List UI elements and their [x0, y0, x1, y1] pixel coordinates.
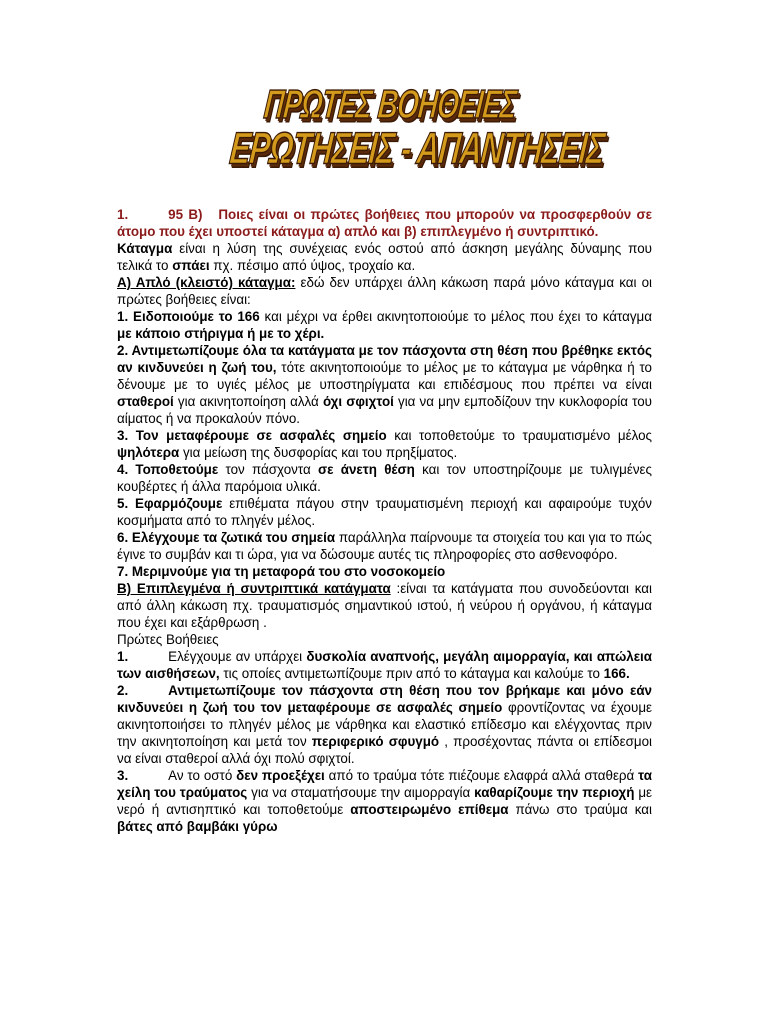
complex-step-3: 3. Αν το οστό δεν προεξέχει από το τραύμα τότε πιέζουμε ελαφρά αλλά σταθερά τα χείλη του τραύματος για να σταματήσουμε την αιμορραγία καθαρίζουμε την περιοχή με νερό ή αντισηπτικό και τοποθετούμε αποστειρωμένο επίθεμα πάνω στο τραύμα και βάτες από βαμβάκι γύρω	[117, 768, 653, 834]
definition-paragraph: Κάταγμα είναι η λύση της συνέχειας ενός οστού από άσκηση μεγάλης δύναμης που τελικά το σπάει πχ. πέσιμο από ύψος, τροχαίο κα.	[117, 241, 652, 273]
wordart-title	[227, 78, 607, 188]
simple-step-6: 6. Ελέγχουμε τα ζωτικά του σημεία παράλληλα παίρνουμε τα στοιχεία του και για το πώς έγινε το συμβάν και τι ώρα, για να δώσουμε αυτές τις πληροφορίες στο ασθενοφόρο.	[117, 530, 652, 562]
question-paragraph	[117, 206, 652, 240]
simple-step-3: 3. Τον μεταφέρουμε σε ασφαλές σημείο και τοποθετούμε το τραυματισμένο μέλος ψηλότερα για μείωση της δυσφορίας και του πρηξίματος.	[117, 428, 652, 460]
simple-step-1: 1. Ειδοποιούμε το 166 και μέχρι να έρθει ακινητοποιούμε το μέλος που έχει το κάταγμα με κάποιο στήριγμα ή με το χέρι.	[117, 309, 652, 341]
simple-fracture-intro: Α) Απλό (κλειστό) κάταγμα: εδώ δεν υπάρχει άλλη κάκωση παρά μόνο κάταγμα και οι πρώτες βοήθειες είναι:	[117, 275, 652, 307]
simple-step-2: 2. Αντιμετωπίζουμε όλα τα κατάγματα με τον πάσχοντα στη θέση που βρέθηκε εκτός αν κινδυνεύει η ζωή του, τότε ακινητοποιούμε το μέλος με το κάταγμα με νάρθηκα ή το δένουμε με το υγιές μέλος με υποστηρίγματα και επιδέσμους που πρέπει να είναι σταθεροί για ακινητοποίηση αλλά όχι σφιχτοί για να μην εμποδίζουν την κυκλοφορία του αίματος ή να προκαλούν πόνο.	[117, 343, 652, 426]
definition-term: Κάταγμα	[117, 241, 173, 256]
complex-step-1: 1. Ελέγχουμε αν υπάρχει δυσκολία αναπνοής, μεγάλη αιμορραγία, και απώλεια των αισθήσεων, τις οποίες αντιμετωπίζουμε πριν από το κάταγμα και καλούμε το 166.	[117, 649, 653, 681]
simple-step-4: 4. Τοποθετούμε τον πάσχοντα σε άνετη θέση και τον υποστηρίζουμε με τυλιγμένες κουβέρτες ή άλλα παρόμοια υλικά.	[117, 462, 652, 494]
question-number: 1.	[117, 207, 129, 222]
complex-step-2: 2. Αντιμετωπίζουμε τον πάσχοντα στη θέση που τον βρήκαμε και μόνο εάν κινδυνεύει η ζωή του τον μεταφέρουμε σε ασφαλές σημείο φροντίζοντας να έχουμε ακινητοποιήσει το πληγέν μέλος με νάρθηκα και ελαστικό επίδεσμο και ελέγχοντας πριν την ακινητοποίηση και μετά τον περιφερικό σφυγμό , προσέχοντας πάντα οι επίδεσμοι να είναι σταθεροί αλλά όχι πολύ σφιχτοί.	[117, 683, 653, 766]
question-text: Ποιες είναι οι πρώτες βοήθειες που μπορούν να προσφερθούν σε άτομο που έχει υποστεί κάταγμα α) απλό και β) επιπλεγμένο ή συντριπτικό.	[117, 207, 652, 239]
title-line-1: ΠΡΩΤΕΣ ΒΟΗΘΕΙΕΣ	[262, 81, 518, 127]
document-body	[117, 206, 652, 835]
simple-step-7: 7. Μεριμνούμε για τη μεταφορά του στο νοσοκομείο	[117, 564, 446, 579]
simple-fracture-heading: Α) Απλό (κλειστό) κάταγμα:	[117, 275, 296, 290]
complex-fracture-intro: Β) Επιπλεγμένα ή συντριπτικά κατάγματα :είναι τα κατάγματα που συνοδεύονται και από άλλη κάκωση πχ. τραυματισμός σημαντικού ιστού, ή νεύρου ή οργάνου, ή κάταγμα που έχει και εξάρθρωση .	[117, 581, 652, 630]
complex-fracture-heading: Β) Επιπλεγμένα ή συντριπτικά κατάγματα	[117, 581, 391, 596]
question-ref: 95 Β)	[168, 207, 203, 222]
title-line-2: ΕΡΩΤΗΣΕΙΣ - ΑΠΑΝΤΗΣΕΙΣ	[227, 122, 607, 174]
simple-step-5: 5. Εφαρμόζουμε επιθέματα πάγου στην τραυματισμένη περιοχή και αφαιρούμε τυχόν κοσμήματα από το πληγέν μέλος.	[117, 496, 652, 528]
first-aid-subheading: Πρώτες Βοήθειες	[117, 632, 219, 647]
